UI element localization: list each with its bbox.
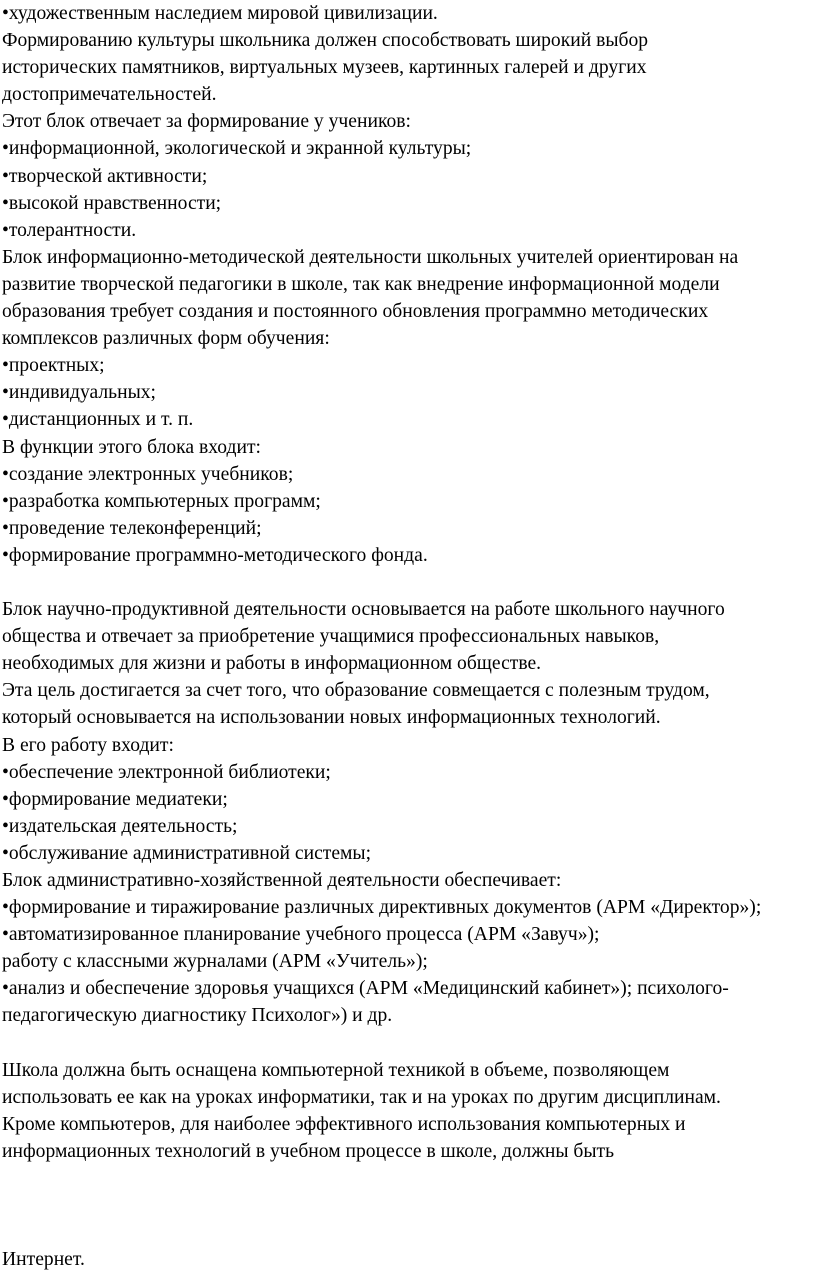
text-line: общества и отвечает за приобретение учащимися профессиональных навыков,	[2, 626, 660, 648]
text-line: Блок научно-продуктивной деятельности основывается на работе школьного научного	[2, 599, 725, 621]
text-line: образования требует создания и постоянного обновления программно методических	[2, 301, 709, 323]
bullet-item: •дистанционных и т. п.	[2, 409, 194, 431]
bullet-item: •информационной, экологической и экранной культуры;	[2, 138, 472, 160]
text-line: Этот блок отвечает за формирование у учеников:	[2, 111, 411, 133]
paragraph-gap	[2, 1030, 814, 1057]
text-line: Кроме компьютеров, для наиболее эффективного использования компьютерных и	[2, 1113, 686, 1135]
bullet-item: •автоматизированное планирование учебного процесса (АРМ «Завуч»);	[2, 924, 600, 946]
bullet-item: •высокой нравственности;	[2, 192, 222, 214]
text-line: Формированию культуры школьника должен способствовать широкий выбор	[2, 30, 649, 52]
text-line: развитие творческой педагогики в школе, так как внедрение информационной модели	[2, 273, 720, 295]
bullet-item: •творческой активности;	[2, 165, 208, 187]
text-line: педагогическую диагностику Психолог») и др.	[2, 1005, 393, 1027]
text-line: необходимых для жизни и работы в информационном обществе.	[2, 653, 542, 675]
text-line: комплексов различных форм обучения:	[2, 328, 330, 350]
document-page	[2, 0, 814, 1273]
text-line: информационных технологий в учебном процессе в школе, должны быть	[2, 1140, 615, 1162]
bullet-item: •издательская деятельность;	[2, 815, 238, 837]
bullet-item: •создание электронных учебников;	[2, 463, 294, 485]
text-line: Эта цель достигается за счет того, что образование совмещается с полезным трудом,	[2, 680, 710, 702]
bullet-item: •толерантности.	[2, 219, 137, 241]
text-line: исторических памятников, виртуальных музеев, картинных галерей и других	[2, 57, 647, 79]
paragraph-gap	[2, 569, 814, 596]
text-line: Блок информационно-методической деятельности школьных учителей ориентирован на	[2, 246, 739, 268]
bullet-item: •обеспечение электронной библиотеки;	[2, 761, 331, 783]
text-line: В его работу входит:	[2, 734, 174, 756]
bullet-item: •проектных;	[2, 355, 105, 377]
bullet-item: •формирование программно-методического фонда.	[2, 544, 428, 566]
text-line: работу с классными журналами (АРМ «Учитель»);	[2, 951, 428, 973]
bullet-item: •формирование медиатеки;	[2, 788, 228, 810]
text-line: Интернет.	[2, 1249, 85, 1271]
paragraph-gap	[2, 1165, 814, 1246]
bullet-item: •проведение телеконференций;	[2, 517, 262, 539]
text-line: •художественным наследием мировой цивилизации.	[2, 3, 438, 24]
text-line: использовать ее как на уроках информатики, так и на уроках по другим дисциплинам.	[2, 1086, 721, 1108]
text-line: достопримечательностей.	[2, 84, 217, 106]
bullet-item: •формирование и тиражирование различных директивных документов (АРМ «Директор»);	[2, 897, 762, 919]
text-line: Школа должна быть оснащена компьютерной техникой в объеме, позволяющем	[2, 1059, 670, 1081]
text-line: В функции этого блока входит:	[2, 436, 261, 458]
bullet-item: •разработка компьютерных программ;	[2, 490, 321, 512]
text-line: который основывается на использовании новых информационных технологий.	[2, 707, 661, 729]
bullet-item: •анализ и обеспечение здоровья учащихся (АРМ «Медицинский кабинет»); психолого-	[2, 978, 729, 1000]
bullet-item: •индивидуальных;	[2, 382, 157, 404]
bullet-item: •обслуживание административной системы;	[2, 842, 372, 864]
text-line: Блок административно-хозяйственной деятельности обеспечивает:	[2, 870, 562, 891]
